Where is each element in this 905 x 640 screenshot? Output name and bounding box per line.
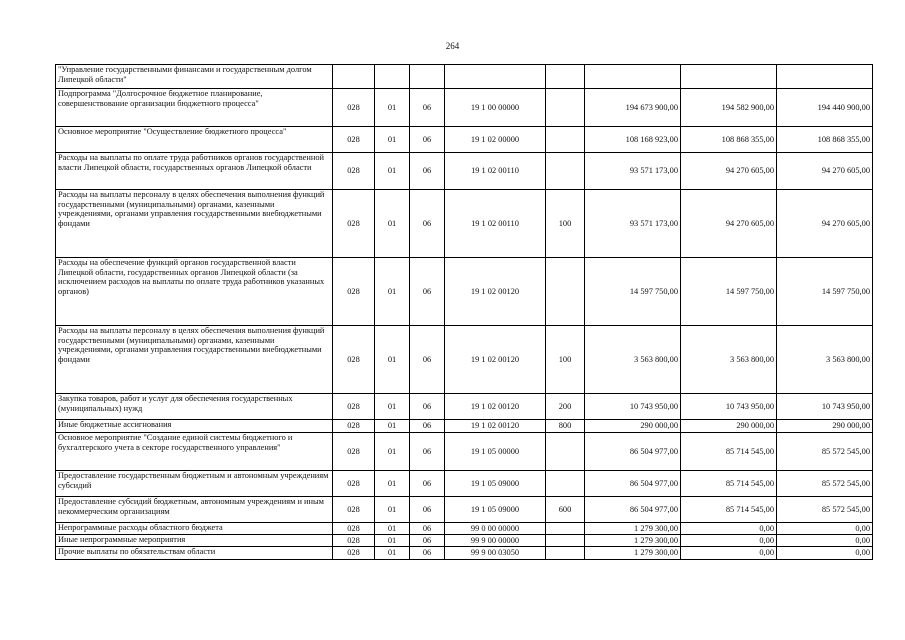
cell-target-article: 19 1 02 00120 (445, 420, 546, 433)
cell-sum-year-1: 108 168 923,00 (585, 127, 681, 153)
cell-grbs: 028 (333, 433, 375, 471)
cell-subsection: 06 (410, 547, 445, 560)
cell-target-article: 19 1 02 00110 (445, 190, 546, 258)
cell-name: Основное мероприятие "Осуществление бюджетного процесса" (56, 127, 333, 153)
table-row (56, 65, 873, 89)
cell-target-article: 99 9 00 00000 (445, 535, 546, 547)
cell-sum-year-3: 290 000,00 (777, 420, 873, 433)
cell-target-article: 19 1 00 00000 (445, 89, 546, 127)
cell-sum-year-3: 194 440 900,00 (777, 89, 873, 127)
cell-expense-type (546, 89, 585, 127)
cell-section: 01 (375, 394, 410, 420)
table-row (56, 89, 873, 127)
cell-name: Иные бюджетные ассигнования (56, 420, 333, 433)
cell-sum-year-2: 0,00 (681, 523, 777, 535)
cell-sum-year-3: 3 563 800,00 (777, 326, 873, 394)
cell-sum-year-1: 86 504 977,00 (585, 497, 681, 523)
cell-sum-year-1: 1 279 300,00 (585, 535, 681, 547)
cell-subsection: 06 (410, 394, 445, 420)
table-row (56, 326, 873, 394)
cell-sum-year-2: 85 714 545,00 (681, 497, 777, 523)
table-row (56, 547, 873, 560)
cell-section: 01 (375, 547, 410, 560)
cell-expense-type (546, 535, 585, 547)
cell-target-article: 99 9 00 03050 (445, 547, 546, 560)
table-body (56, 65, 873, 560)
cell-name: Расходы на выплаты персоналу в целях обеспечения выполнения функций государственными (муниципальными) органами, казенными учреждениями, органами управления государственными внебюджетными фондами (56, 326, 333, 394)
cell-sum-year-2: 94 270 605,00 (681, 190, 777, 258)
cell-subsection: 06 (410, 190, 445, 258)
cell-sum-year-3: 0,00 (777, 523, 873, 535)
cell-target-article: 19 1 02 00120 (445, 258, 546, 326)
cell-sum-year-1: 14 597 750,00 (585, 258, 681, 326)
cell-target-article: 19 1 02 00110 (445, 153, 546, 190)
cell-subsection: 06 (410, 523, 445, 535)
cell-section: 01 (375, 535, 410, 547)
cell-subsection: 06 (410, 127, 445, 153)
cell-grbs (333, 65, 375, 89)
cell-sum-year-1: 1 279 300,00 (585, 523, 681, 535)
cell-sum-year-2: 108 868 355,00 (681, 127, 777, 153)
cell-expense-type: 100 (546, 326, 585, 394)
cell-subsection: 06 (410, 471, 445, 497)
cell-subsection (410, 65, 445, 89)
cell-sum-year-1: 86 504 977,00 (585, 471, 681, 497)
table-row (56, 394, 873, 420)
cell-sum-year-2: 290 000,00 (681, 420, 777, 433)
cell-grbs: 028 (333, 326, 375, 394)
table-row (56, 420, 873, 433)
cell-sum-year-2: 10 743 950,00 (681, 394, 777, 420)
cell-section: 01 (375, 433, 410, 471)
cell-target-article: 99 0 00 00000 (445, 523, 546, 535)
cell-target-article: 19 1 02 00000 (445, 127, 546, 153)
cell-target-article: 19 1 05 09000 (445, 497, 546, 523)
cell-section: 01 (375, 153, 410, 190)
cell-name: Предоставление субсидий бюджетным, автономным учреждениям и иным некоммерческим организациям (56, 497, 333, 523)
cell-sum-year-2: 85 714 545,00 (681, 471, 777, 497)
cell-expense-type: 100 (546, 190, 585, 258)
cell-target-article: 19 1 05 00000 (445, 433, 546, 471)
cell-sum-year-1: 93 571 173,00 (585, 190, 681, 258)
cell-grbs: 028 (333, 420, 375, 433)
cell-expense-type: 800 (546, 420, 585, 433)
cell-sum-year-1: 10 743 950,00 (585, 394, 681, 420)
cell-expense-type (546, 547, 585, 560)
cell-sum-year-3: 0,00 (777, 535, 873, 547)
cell-sum-year-3 (777, 65, 873, 89)
cell-sum-year-2: 85 714 545,00 (681, 433, 777, 471)
cell-sum-year-1 (585, 65, 681, 89)
cell-sum-year-2: 3 563 800,00 (681, 326, 777, 394)
cell-name: Расходы на выплаты персоналу в целях обеспечения выполнения функций государственными (муниципальными) органами, казенными учреждениями, органами управления государственными внебюджетными фондами (56, 190, 333, 258)
table-row (56, 523, 873, 535)
cell-sum-year-2: 14 597 750,00 (681, 258, 777, 326)
cell-name: Непрограммные расходы областного бюджета (56, 523, 333, 535)
cell-sum-year-3: 85 572 545,00 (777, 497, 873, 523)
cell-sum-year-3: 14 597 750,00 (777, 258, 873, 326)
cell-sum-year-1: 86 504 977,00 (585, 433, 681, 471)
cell-subsection: 06 (410, 535, 445, 547)
cell-grbs: 028 (333, 89, 375, 127)
cell-section: 01 (375, 89, 410, 127)
cell-grbs: 028 (333, 127, 375, 153)
cell-section: 01 (375, 471, 410, 497)
cell-target-article: 19 1 02 00120 (445, 394, 546, 420)
cell-section: 01 (375, 420, 410, 433)
cell-expense-type (546, 65, 585, 89)
cell-section: 01 (375, 258, 410, 326)
cell-grbs: 028 (333, 190, 375, 258)
cell-expense-type (546, 153, 585, 190)
cell-expense-type: 200 (546, 394, 585, 420)
cell-name: Предоставление государственным бюджетным и автономным учреждениям субсидий (56, 471, 333, 497)
cell-name: Иные непрограммные мероприятия (56, 535, 333, 547)
cell-subsection: 06 (410, 153, 445, 190)
cell-expense-type (546, 127, 585, 153)
cell-section: 01 (375, 497, 410, 523)
table-row (56, 153, 873, 190)
cell-name: Прочие выплаты по обязательствам области (56, 547, 333, 560)
cell-expense-type: 600 (546, 497, 585, 523)
cell-expense-type (546, 258, 585, 326)
table-row (56, 127, 873, 153)
cell-grbs: 028 (333, 547, 375, 560)
cell-sum-year-3: 85 572 545,00 (777, 471, 873, 497)
cell-name: Подпрограмма "Долгосрочное бюджетное планирование, совершенствование организации бюджетного процесса" (56, 89, 333, 127)
cell-subsection: 06 (410, 420, 445, 433)
table-row (56, 190, 873, 258)
cell-expense-type (546, 471, 585, 497)
cell-name: Расходы на обеспечение функций органов государственной власти Липецкой области, государственных органов Липецкой области (за исключением расходов на выплаты по оплате труда работников указанных органов) (56, 258, 333, 326)
cell-grbs: 028 (333, 153, 375, 190)
cell-sum-year-2: 0,00 (681, 547, 777, 560)
cell-sum-year-3: 10 743 950,00 (777, 394, 873, 420)
cell-name: "Управление государственными финансами и государственным долгом Липецкой области" (56, 65, 333, 89)
cell-subsection: 06 (410, 326, 445, 394)
cell-grbs: 028 (333, 394, 375, 420)
cell-target-article: 19 1 05 09000 (445, 471, 546, 497)
cell-expense-type (546, 433, 585, 471)
cell-subsection: 06 (410, 89, 445, 127)
table-row (56, 258, 873, 326)
cell-target-article: 19 1 02 00120 (445, 326, 546, 394)
cell-sum-year-3: 94 270 605,00 (777, 190, 873, 258)
cell-section: 01 (375, 190, 410, 258)
cell-name: Основное мероприятие "Создание единой системы бюджетного и бухгалтерского учета в секторе государственного управления" (56, 433, 333, 471)
cell-sum-year-2: 0,00 (681, 535, 777, 547)
cell-section: 01 (375, 523, 410, 535)
cell-sum-year-1: 3 563 800,00 (585, 326, 681, 394)
cell-section: 01 (375, 127, 410, 153)
cell-target-article (445, 65, 546, 89)
cell-sum-year-2 (681, 65, 777, 89)
table-row (56, 535, 873, 547)
cell-name: Расходы на выплаты по оплате труда работников органов государственной власти Липецкой области, государственных органов Липецкой области (56, 153, 333, 190)
page-number: 264 (445, 41, 460, 51)
table-row (56, 433, 873, 471)
cell-grbs: 028 (333, 523, 375, 535)
cell-name: Закупка товаров, работ и услуг для обеспечения государственных (муниципальных) нужд (56, 394, 333, 420)
table-row (56, 471, 873, 497)
cell-grbs: 028 (333, 471, 375, 497)
cell-sum-year-3: 108 868 355,00 (777, 127, 873, 153)
cell-expense-type (546, 523, 585, 535)
cell-grbs: 028 (333, 258, 375, 326)
cell-sum-year-3: 85 572 545,00 (777, 433, 873, 471)
cell-sum-year-2: 194 582 900,00 (681, 89, 777, 127)
budget-table (55, 64, 873, 560)
cell-subsection: 06 (410, 497, 445, 523)
cell-sum-year-1: 1 279 300,00 (585, 547, 681, 560)
cell-sum-year-3: 0,00 (777, 547, 873, 560)
cell-sum-year-1: 194 673 900,00 (585, 89, 681, 127)
cell-subsection: 06 (410, 433, 445, 471)
cell-sum-year-3: 94 270 605,00 (777, 153, 873, 190)
cell-sum-year-2: 94 270 605,00 (681, 153, 777, 190)
cell-section (375, 65, 410, 89)
cell-grbs: 028 (333, 497, 375, 523)
cell-grbs: 028 (333, 535, 375, 547)
cell-section: 01 (375, 326, 410, 394)
cell-sum-year-1: 290 000,00 (585, 420, 681, 433)
table-row (56, 497, 873, 523)
cell-sum-year-1: 93 571 173,00 (585, 153, 681, 190)
cell-subsection: 06 (410, 258, 445, 326)
